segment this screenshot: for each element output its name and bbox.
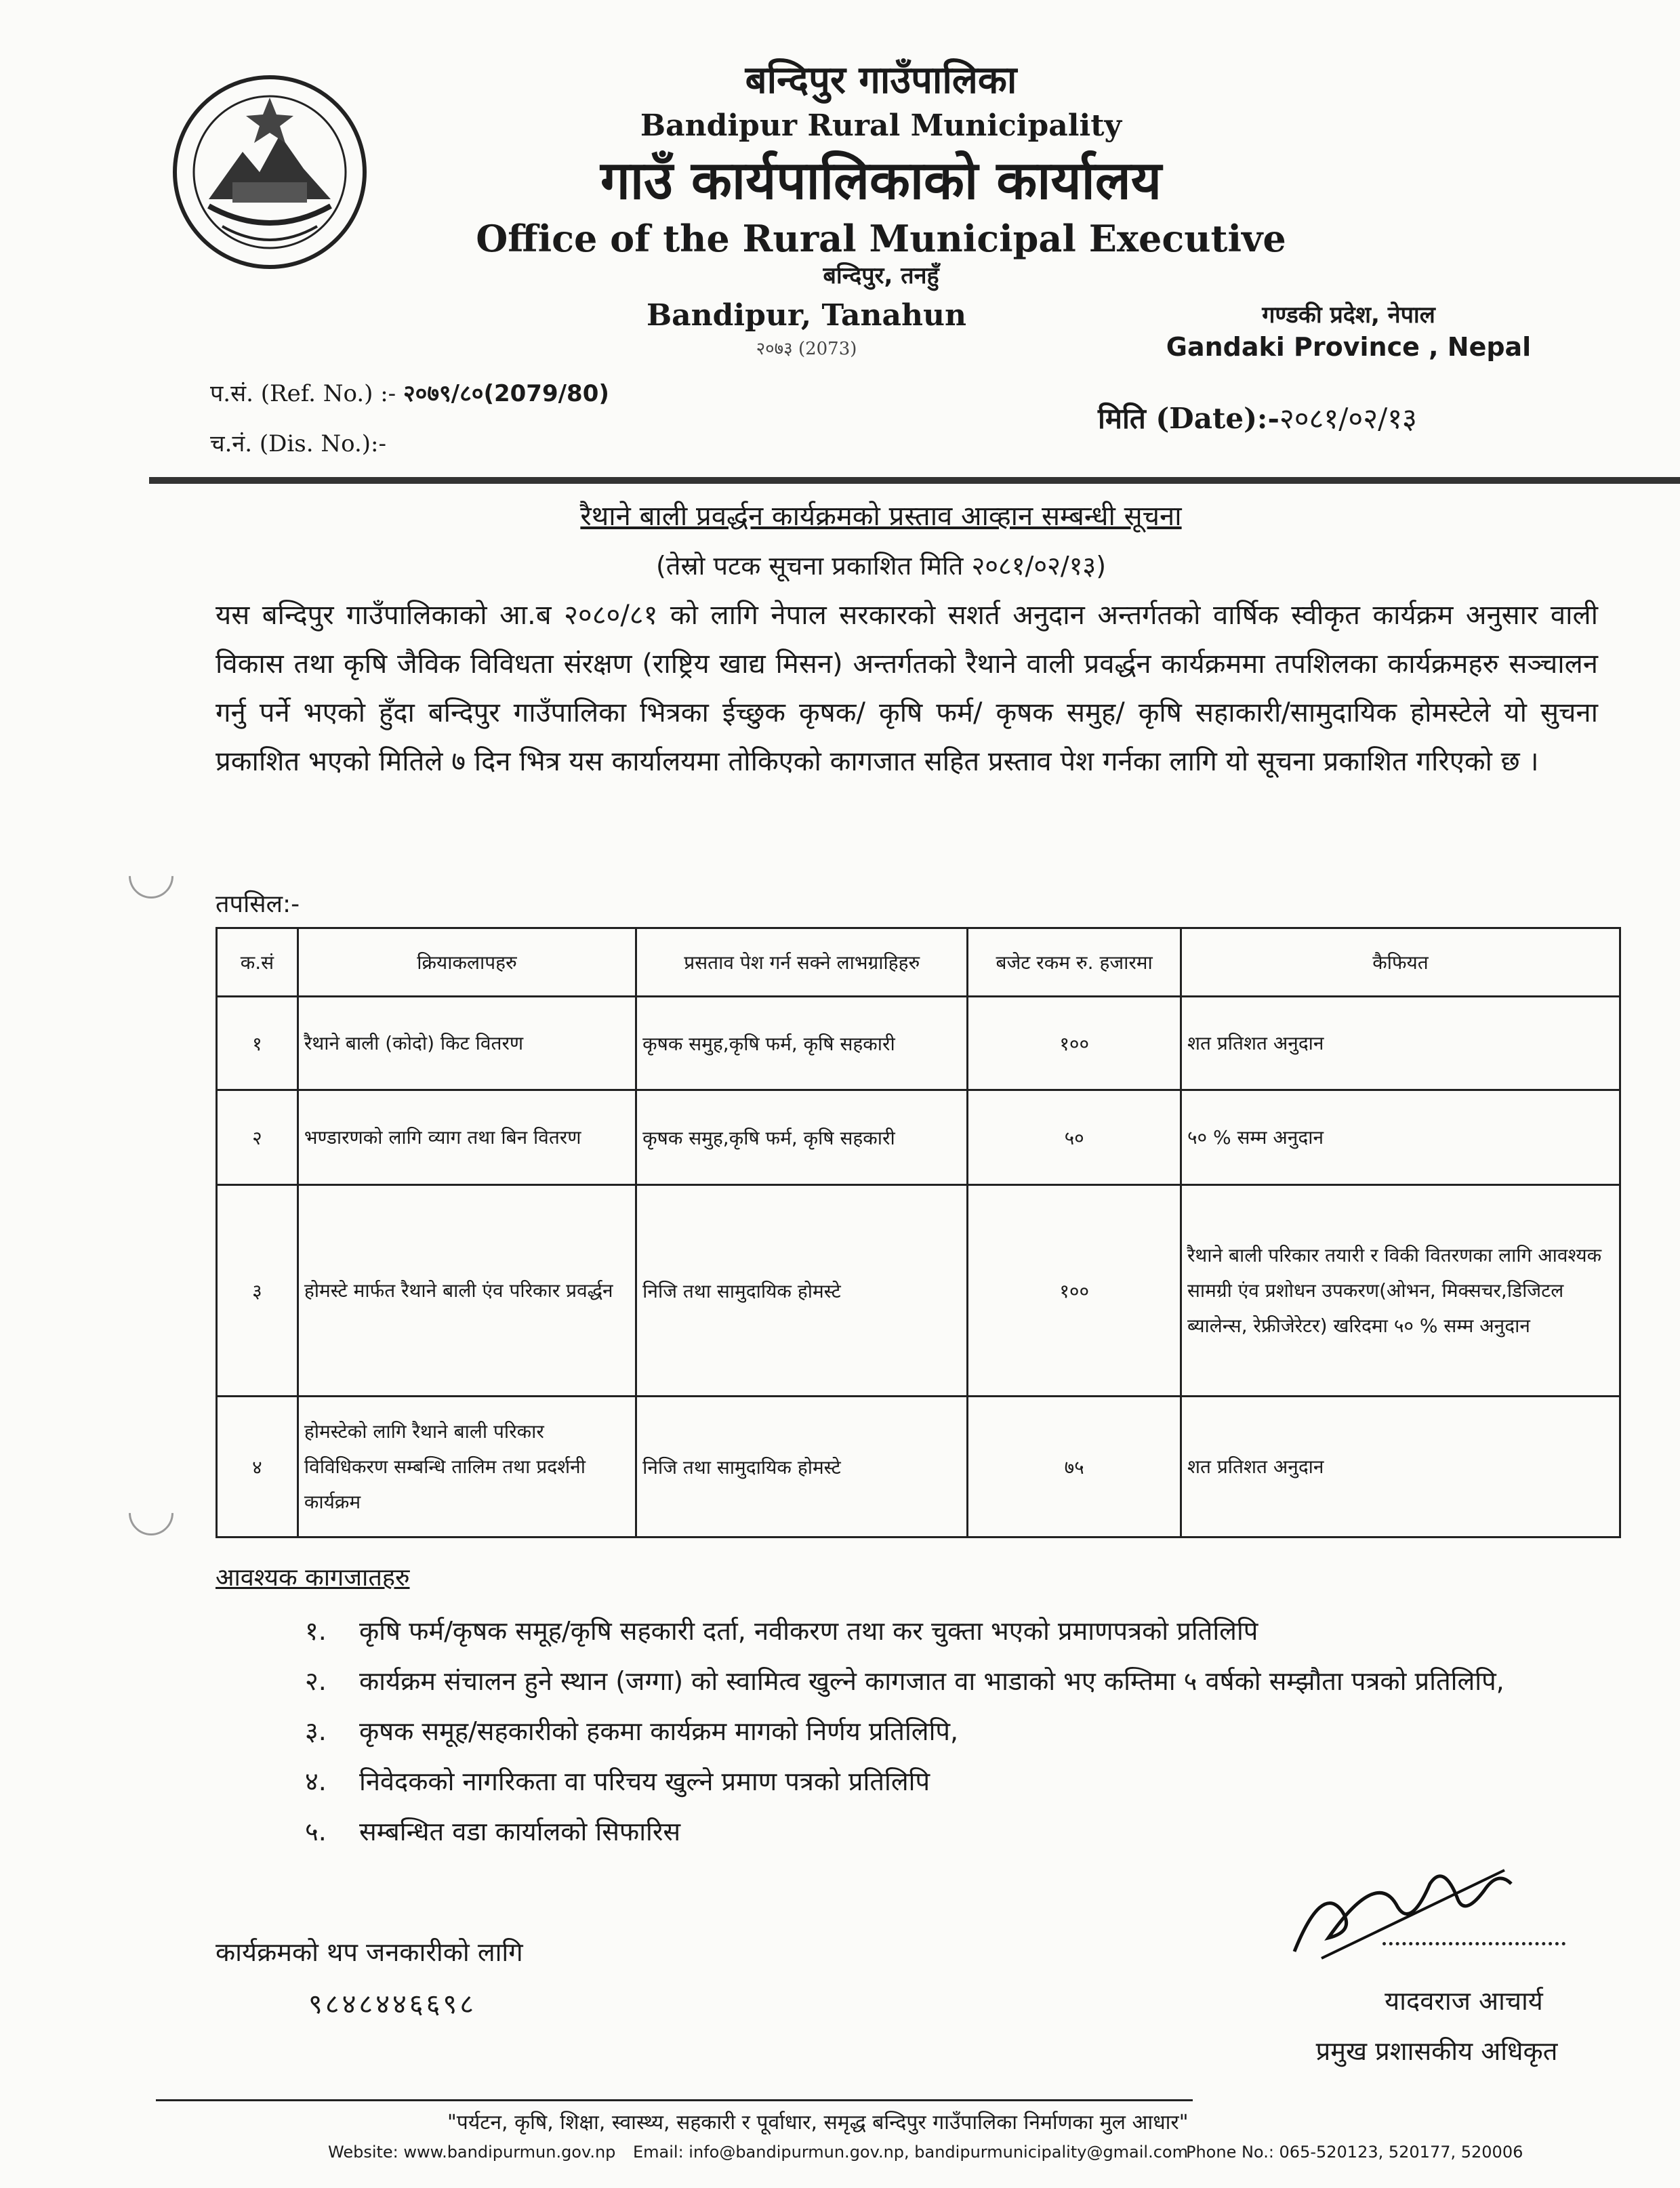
row-activity: होमस्टेको लागि रैथाने बाली परिकार विविधिकरण सम्बन्धि तालिम तथा प्रदर्शनी कार्यक्रम [298, 1397, 636, 1537]
address-nepali: बन्दिपुर, तनहुँ [823, 262, 939, 289]
row-beneficiary: निजि तथा सामुदायिक होमस्टे [636, 1185, 968, 1397]
row-activity: रैथाने बाली (कोदो) किट वितरण [298, 997, 636, 1090]
row-beneficiary: कृषक समुह,कृषि फर्म, कृषि सहकारी [636, 1090, 968, 1185]
item-text: सम्बन्धित वडा कार्यालको सिफारिस [359, 1817, 681, 1846]
municipality-name-english: Bandipur Rural Municipality [640, 108, 1122, 143]
row-sn: ४ [217, 1397, 298, 1537]
table-row [217, 1090, 1620, 1185]
signatory-title: प्रमुख प्रशासकीय अधिकृत [1315, 2036, 1558, 2066]
item-text: कार्यक्रम संचालन हुने स्थान (जग्गा) को स्वामित्व खुल्ने कागजात वा भाडाको भए कम्तिमा ५ वर्षको सम्झौता पत्रको प्रतिलिपि, [359, 1666, 1504, 1696]
item-number: २. [305, 1666, 327, 1696]
row-sn: १ [217, 997, 298, 1090]
item-number: ५. [305, 1817, 327, 1846]
list-item [305, 1656, 1606, 1706]
signature-image [1281, 1857, 1525, 1965]
ref-label: प.सं. (Ref. No.) :- [210, 380, 396, 407]
signature-line [1382, 1942, 1565, 1945]
ref-value: २०७९/८०(2079/80) [403, 380, 609, 407]
row-activity: भण्डारणको लागि व्याग तथा बिन वितरण [298, 1090, 636, 1185]
date-label: मिति (Date):- [1098, 402, 1279, 435]
row-remarks: रैथाने बाली परिकार तयारी र विकी वितरणका लागि आवश्यक सामग्री एंव प्रशोधन उपकरण(ओभन, मिक्सचर,डिजिटल ब्यालेन्स, रेफ्रीजेरेटर) खरिदमा ५० % सम्म अनुदान [1181, 1185, 1620, 1397]
footer-phone: Phone No.: 065-520123, 520177, 520006 [1186, 2143, 1523, 2162]
province-nepali: गण्डकी प्रदेश, नेपाल [1262, 302, 1435, 329]
contact-phone: ९८४८४४६६९८ [308, 1989, 476, 2020]
footer-email: Email: info@bandipurmun.gov.np, bandipurmunicipality@gmail.com [633, 2143, 1188, 2162]
header-budget: बजेट रकम रु. हजारमा [968, 928, 1181, 997]
footer-website: Website: www.bandipurmun.gov.np [328, 2143, 616, 2162]
date-value: २०८१/०२/१३ [1279, 402, 1417, 435]
office-name-nepali: गाउँ कार्यपालिकाको कार्यालय [600, 150, 1162, 211]
row-budget: ५० [968, 1090, 1181, 1185]
row-beneficiary: कृषक समुह,कृषि फर्म, कृषि सहकारी [636, 997, 968, 1090]
item-text: निवेदकको नागरिकता वा परिचय खुल्ने प्रमाण पत्रको प्रतिलिपि [359, 1767, 930, 1796]
row-remarks: शत प्रतिशत अनुदान [1181, 1397, 1620, 1537]
ref-number [210, 377, 609, 408]
row-beneficiary: निजि तथा सामुदायिक होमस्टे [636, 1397, 968, 1537]
item-text: कृषि फर्म/कृषक समूह/कृषि सहकारी दर्ता, नवीकरण तथा कर चुक्ता भएको प्रमाणपत्रको प्रतिलिपि [359, 1616, 1258, 1646]
nepal-emblem-logo [168, 70, 371, 274]
table-row [217, 1397, 1620, 1537]
required-documents-list [305, 1606, 1606, 1857]
item-number: ३. [305, 1716, 327, 1746]
header-divider [149, 477, 1680, 484]
header-remarks: कैफियत [1181, 928, 1620, 997]
item-text: कृषक समूह/सहकारीको हकमा कार्यक्रम मागको निर्णय प्रतिलिपि, [359, 1716, 959, 1746]
notice-body: यस बन्दिपुर गाउँपालिकाको आ.ब २०८०/८१ को लागि नेपाल सरकारको सशर्त अनुदान अन्तर्गतको वार्षिक स्वीकृत कार्यक्रम अनुसार वाली विकास तथा कृषि जैविक विविधता संरक्षण (राष्ट्रिय खाद्य मिसन) अन्तर्गतको रैथाने वाली प्रवर्द्धन कार्यक्रममा तपशिलका कार्यक्रमहरु सञ्चालन गर्नु पर्ने भएको हुँदा बन्दिपुर गाउँपालिका भित्रका ईच्छुक कृषक/ कृषि फर्म/ कृषक समुह/ कृषि सहाकारी/सामुदायिक होमस्टेले यो सुचना प्रकाशित भएको मितिले ७ दिन भित्र यस कार्यालयमा तोकिएको कागजात सहित प्रस्ताव पेश गर्नका लागि यो सूचना प्रकाशित गरिएको छ । [216, 600, 1598, 777]
row-budget: १०० [968, 997, 1181, 1090]
list-item [305, 1706, 1606, 1756]
notice-subtitle: (तेस्रो पटक सूचना प्रकाशित मिति २०८१/०२/१३) [655, 551, 1107, 581]
table-row [217, 997, 1620, 1090]
row-remarks: शत प्रतिशत अनुदान [1181, 997, 1620, 1090]
table-row [217, 1185, 1620, 1397]
header-activity: क्रियाकलापहरु [298, 928, 636, 997]
date [1098, 398, 1417, 437]
province-english: Gandaki Province , Nepal [1166, 332, 1532, 362]
item-number: १. [305, 1616, 327, 1646]
row-budget: ७५ [968, 1397, 1181, 1537]
row-sn: २ [217, 1090, 298, 1185]
address-english: Bandipur, Tanahun [646, 298, 967, 333]
row-sn: ३ [217, 1185, 298, 1397]
list-item [305, 1606, 1606, 1656]
header-sn: क.सं [217, 928, 298, 997]
required-documents-heading: आवश्यक कागजातहरु [216, 1564, 410, 1592]
item-number: ४. [305, 1767, 327, 1796]
punch-hole-mark [119, 844, 182, 907]
list-item [305, 1756, 1606, 1807]
footer-slogan: "पर्यटन, कृषि, शिक्षा, स्वास्थ्य, सहकारी र पूर्वाधार, समृद्ध बन्दिपुर गाउँपालिका निर्माणका मुल आधार" [447, 2111, 1189, 2134]
municipality-name-nepali: बन्दिपुर गाउँपालिका [745, 58, 1017, 102]
established-year: २०७३ (2073) [756, 339, 857, 359]
dispatch-number: च.नं. (Dis. No.):- [210, 430, 386, 457]
row-budget: १०० [968, 1185, 1181, 1397]
office-name-english: Office of the Rural Municipal Executive [476, 217, 1286, 260]
punch-hole-mark [119, 1481, 182, 1544]
row-remarks: ५० % सम्म अनुदान [1181, 1090, 1620, 1185]
header-beneficiary: प्रसताव पेश गर्न सक्ने लाभग्राहिहरु [636, 928, 968, 997]
program-table [216, 927, 1621, 1538]
details-label: तपसिल:- [216, 890, 300, 918]
row-activity: होमस्टे मार्फत रैथाने बाली एंव परिकार प्रवर्द्धन [298, 1185, 636, 1397]
notice-title: रैथाने बाली प्रवर्द्धन कार्यक्रमको प्रस्ताव आव्हान सम्बन्धी सूचना [580, 501, 1182, 532]
signatory-name: यादवराज आचार्य [1385, 1986, 1543, 2016]
list-item [305, 1807, 1606, 1857]
contact-label: कार्यक्रमको थप जनकारीको लागि [216, 1937, 523, 1967]
table-header-row [217, 928, 1620, 997]
footer-divider [156, 2099, 1193, 2101]
